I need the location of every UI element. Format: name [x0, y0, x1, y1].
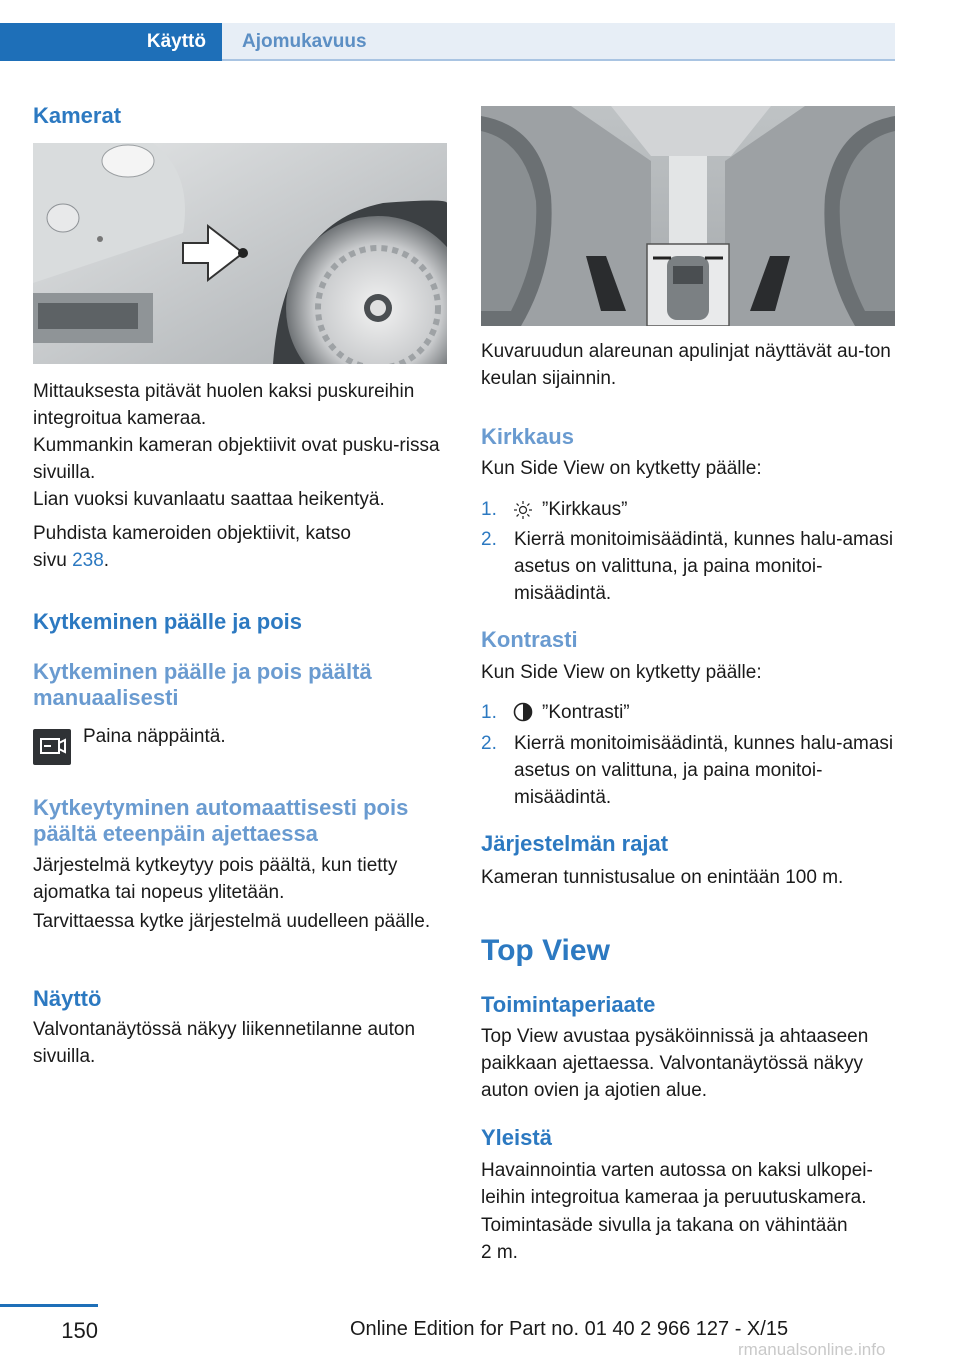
heading-kontrasti: Kontrasti [481, 627, 578, 652]
page-link-238[interactable]: 238 [72, 550, 104, 571]
footer-accent-line [0, 1304, 98, 1307]
kontrasti-step-1-text: ”Kontrasti” [542, 702, 630, 723]
edition-text: Online Edition for Part no. 01 40 2 966 127 - X/15 [350, 1318, 789, 1340]
heading-kirkkaus: Kirkkaus [481, 424, 574, 449]
rajat-text: Kameran tunnistusalue on enintään 100 m. [481, 867, 844, 888]
heading-yleista: Yleistä [481, 1125, 552, 1150]
kontrasti-step-1-number: 1. [481, 702, 497, 723]
contrast-icon [513, 702, 533, 722]
yleista-text: Havainnointia varten autossa on kaksi ulkopei-leihin integroitua kameraa ja peruutuskamera. [481, 1160, 873, 1208]
side-view-display-figure [481, 106, 895, 326]
kirkkaus-step-2-number: 2. [481, 529, 497, 550]
press-key-text: Paina näppäintä. [83, 726, 226, 747]
heading-naytto: Näyttö [33, 986, 102, 1011]
heading-top-view: Top View [481, 934, 610, 967]
kontrasti-step-2-text: Kierrä monitoimisäädintä, kunnes halu-amasi asetus on valittuna, ja paina monitoi-misäädintä. [514, 733, 894, 808]
toimintaperiaate-text: Top View avustaa pysäköinnissä ja ahtaaseen paikkaan ajettaessa. Valvontanäytössä näkyy auton ovien ja ajotien alue. [481, 1026, 869, 1101]
paragraph-tarvittaessa: Tarvittaessa kytke järjestelmä uudelleen päälle. [33, 911, 431, 932]
toimintasade-line-2: 2 m. [481, 1242, 518, 1263]
paragraph-puhdista-sivu: sivu [33, 550, 67, 571]
heading-kytkeminen: Kytkeminen päälle ja pois [33, 609, 302, 634]
heading-jarjestelman-rajat: Järjestelmän rajat [481, 831, 669, 856]
kirkkaus-intro: Kun Side View on kytketty päälle: [481, 458, 762, 479]
page-number: 150 [61, 1318, 98, 1343]
paragraph-kuvanlaatu: Lian vuoksi kuvanlaatu saattaa heikentyä. [33, 489, 385, 510]
toimintasade-line-1: Toimintasäde sivulla ja takana on vähintään [481, 1215, 848, 1236]
tab-kaytto[interactable]: Käyttö [0, 23, 222, 61]
toimintasade-text [481, 1212, 895, 1266]
tab-ajomukavuus[interactable]: Ajomukavuus [222, 23, 895, 61]
paragraph-puhdista-end: . [103, 550, 110, 571]
tab-underline [222, 59, 895, 61]
paragraph-kameroiden-maara: Mittauksesta pitävät huolen kaksi puskureihin integroitua kameraa. [33, 381, 415, 429]
header-tabs [0, 23, 895, 61]
paragraph-puhdista-text: Puhdista kameroiden objektiivit, katso [33, 523, 351, 544]
paragraph-kytkeytyy: Järjestelmä kytkeytyy pois päältä, kun tietty ajomatka tai nopeus ylitetään. [33, 855, 398, 903]
paragraph-objektiivit: Kummankin kameran objektiivit ovat pusku-rissa sivuilla. [33, 435, 440, 483]
heading-manuaalisesti: Kytkeminen päälle ja pois päältä manuaalisesti [33, 659, 372, 710]
figure-caption: Kuvaruudun alareunan apulinjat näyttävät au-ton keulan sijainnin. [481, 341, 891, 389]
bumper-camera-figure [33, 143, 447, 364]
brightness-icon [513, 500, 533, 520]
kirkkaus-step-1-number: 1. [481, 499, 497, 520]
heading-toimintaperiaate: Toimintaperiaate [481, 992, 656, 1017]
watermark-text: rmanualsonline.info [738, 1340, 886, 1359]
heading-kamerat: Kamerat [33, 103, 122, 128]
paragraph-valvontanaytto: Valvontanäytössä näkyy liikennetilanne auton sivuilla. [33, 1019, 416, 1067]
kirkkaus-step-2-text: Kierrä monitoimisäädintä, kunnes halu-amasi asetus on valittuna, ja paina monitoi-misäädintä. [514, 529, 894, 604]
heading-automaattisesti: Kytkeytyminen automaattisesti pois päältä eteenpäin ajettaessa [33, 795, 409, 846]
side-view-button-icon [33, 729, 71, 765]
kontrasti-intro: Kun Side View on kytketty päälle: [481, 662, 762, 683]
kontrasti-step-2-number: 2. [481, 733, 497, 754]
kirkkaus-step-1-text: ”Kirkkaus” [542, 499, 628, 520]
paragraph-puhdista [33, 520, 447, 574]
